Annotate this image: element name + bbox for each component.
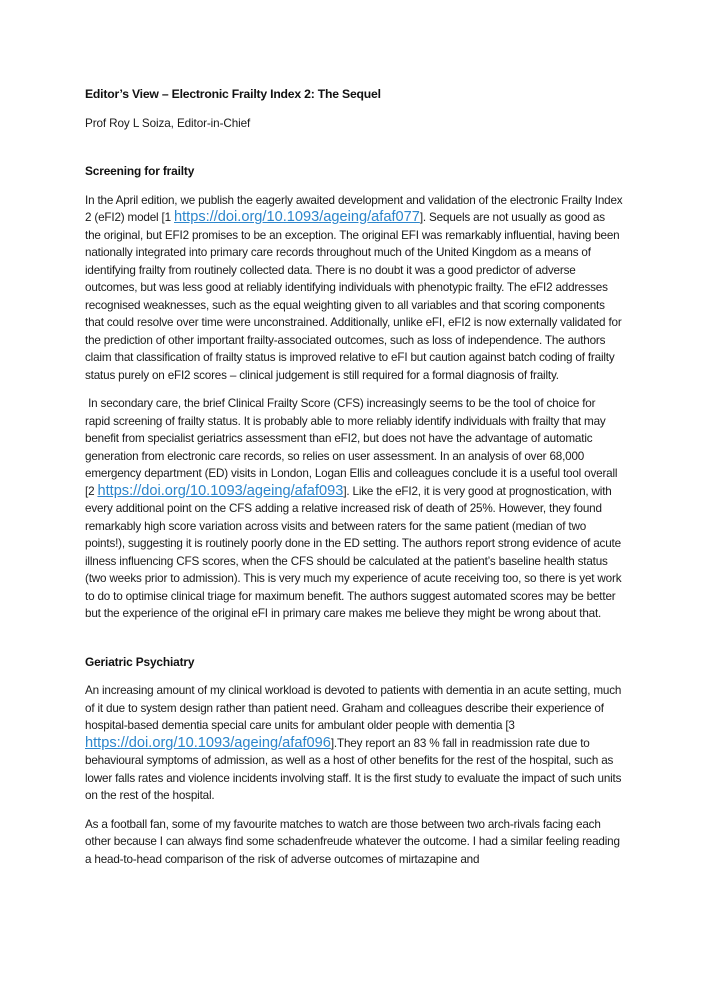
sections [85, 163, 626, 868]
doi-link[interactable]: https://doi.org/10.1093/ageing/afaf093 [97, 482, 344, 499]
paragraph [85, 816, 623, 869]
paragraph-text: ].They report an 83 % fall in readmission rate due to behavioural symptoms of admission, as well as a host of other benefits for the rest of the hospital, such as lower falls rates and violence incidents involving staff. It is the first study to evaluate the impact of such units on the rest of the hospital. [85, 736, 625, 802]
doi-link[interactable]: https://doi.org/10.1093/ageing/afaf077 [174, 209, 420, 225]
paragraph-text: An increasing amount of my clinical workload is devoted to patients with dementia in an acute setting, much of it due to system design rather than patient need. Graham and colleagues describe their experience of hospital-based dementia special care units for ambulant older people with dementia [3 [85, 684, 625, 732]
paragraph [85, 192, 626, 385]
doi-link[interactable]: https://doi.org/10.1093/ageing/afaf096 [85, 734, 331, 751]
paragraph-text: In the April edition, we publish the eagerly awaited development and validation of the electronic Frailty Index 2 (eFI2) model [1 [85, 193, 626, 224]
section-heading: Geriatric Psychiatry [85, 654, 195, 669]
paragraph [85, 682, 623, 805]
document-title: Editor’s View – Electronic Frailty Index 2: The Sequel [85, 87, 381, 101]
paragraph-text: ]. Sequels are not usually as good as the original, but EFI2 promises to be an exception. The original EFI was remarkably influential, having been nationally integrated into primary care records throughout much of the United Kingdom as a means of identifying frailty from routinely collected data. There is no doubt it was a good predictor of adverse outcomes, but was less good at reliably identifying individuals with phenotypic frailty. The eFI2 addresses recognised weaknesses, such as the equal weighting given to all variables and that scoring components that could resolve over time were unconstrained. Additionally, unlike eFI, eFI2 is now externally validated for the prediction of other important frailty-associated outcomes, such as loss of independence. The authors claim that classification of frailty status is improved relative to eFI but caution against batch coding of frailty status purely on eFI2 scores – clinical judgement is still required for a formal diagnosis of frailty. [85, 211, 625, 382]
paragraph-text: As a football fan, some of my favourite matches to watch are those between two arch-rivals facing each other because I can always find some schadenfreude whatever the outcome. I had a similar feeling reading a head-to-head comparison of the risk of adverse outcomes of mirtazapine and [85, 817, 623, 866]
paragraph [85, 395, 623, 623]
paragraph-text: ]. Like the eFI2, it is very good at prognostication, with every additional point on the CFS adding a relative increased risk of death of 25%. However, they found remarkably high score variation across visits and between raters for the same patient (median of two points!), suggesting it is routinely poorly done in the ED setting. The authors report strong evidence of acute illness influencing CFS scores, when the CFS should be calculated at the patient’s baseline health status (two weeks prior to admission). This is very much my experience of acute receiving too, so there is yet work to do to optimise clinical triage for maximum benefit. The authors suggest automated scores may be better but the experience of the original eFI in primary care makes me believe they might be wrong about that. [85, 484, 625, 620]
document-byline: Prof Roy L Soiza, Editor-in-Chief [85, 116, 251, 130]
paragraph-text: In secondary care, the brief Clinical Frailty Score (CFS) increasingly seems to be the tool of choice for rapid screening of frailty status. It is probably able to more reliably identify individuals with frailty that may benefit from specialist geriatrics assessment than eFI2, but does not have the advantage of automatic generation from electronic care records, so relies on user assessment. In an analysis of over 68,000 emergency department (ED) visits in London, Logan Ellis and colleagues conclude it is a useful tool overall [2 [85, 397, 621, 498]
section-heading: Screening for frailty [85, 164, 195, 178]
